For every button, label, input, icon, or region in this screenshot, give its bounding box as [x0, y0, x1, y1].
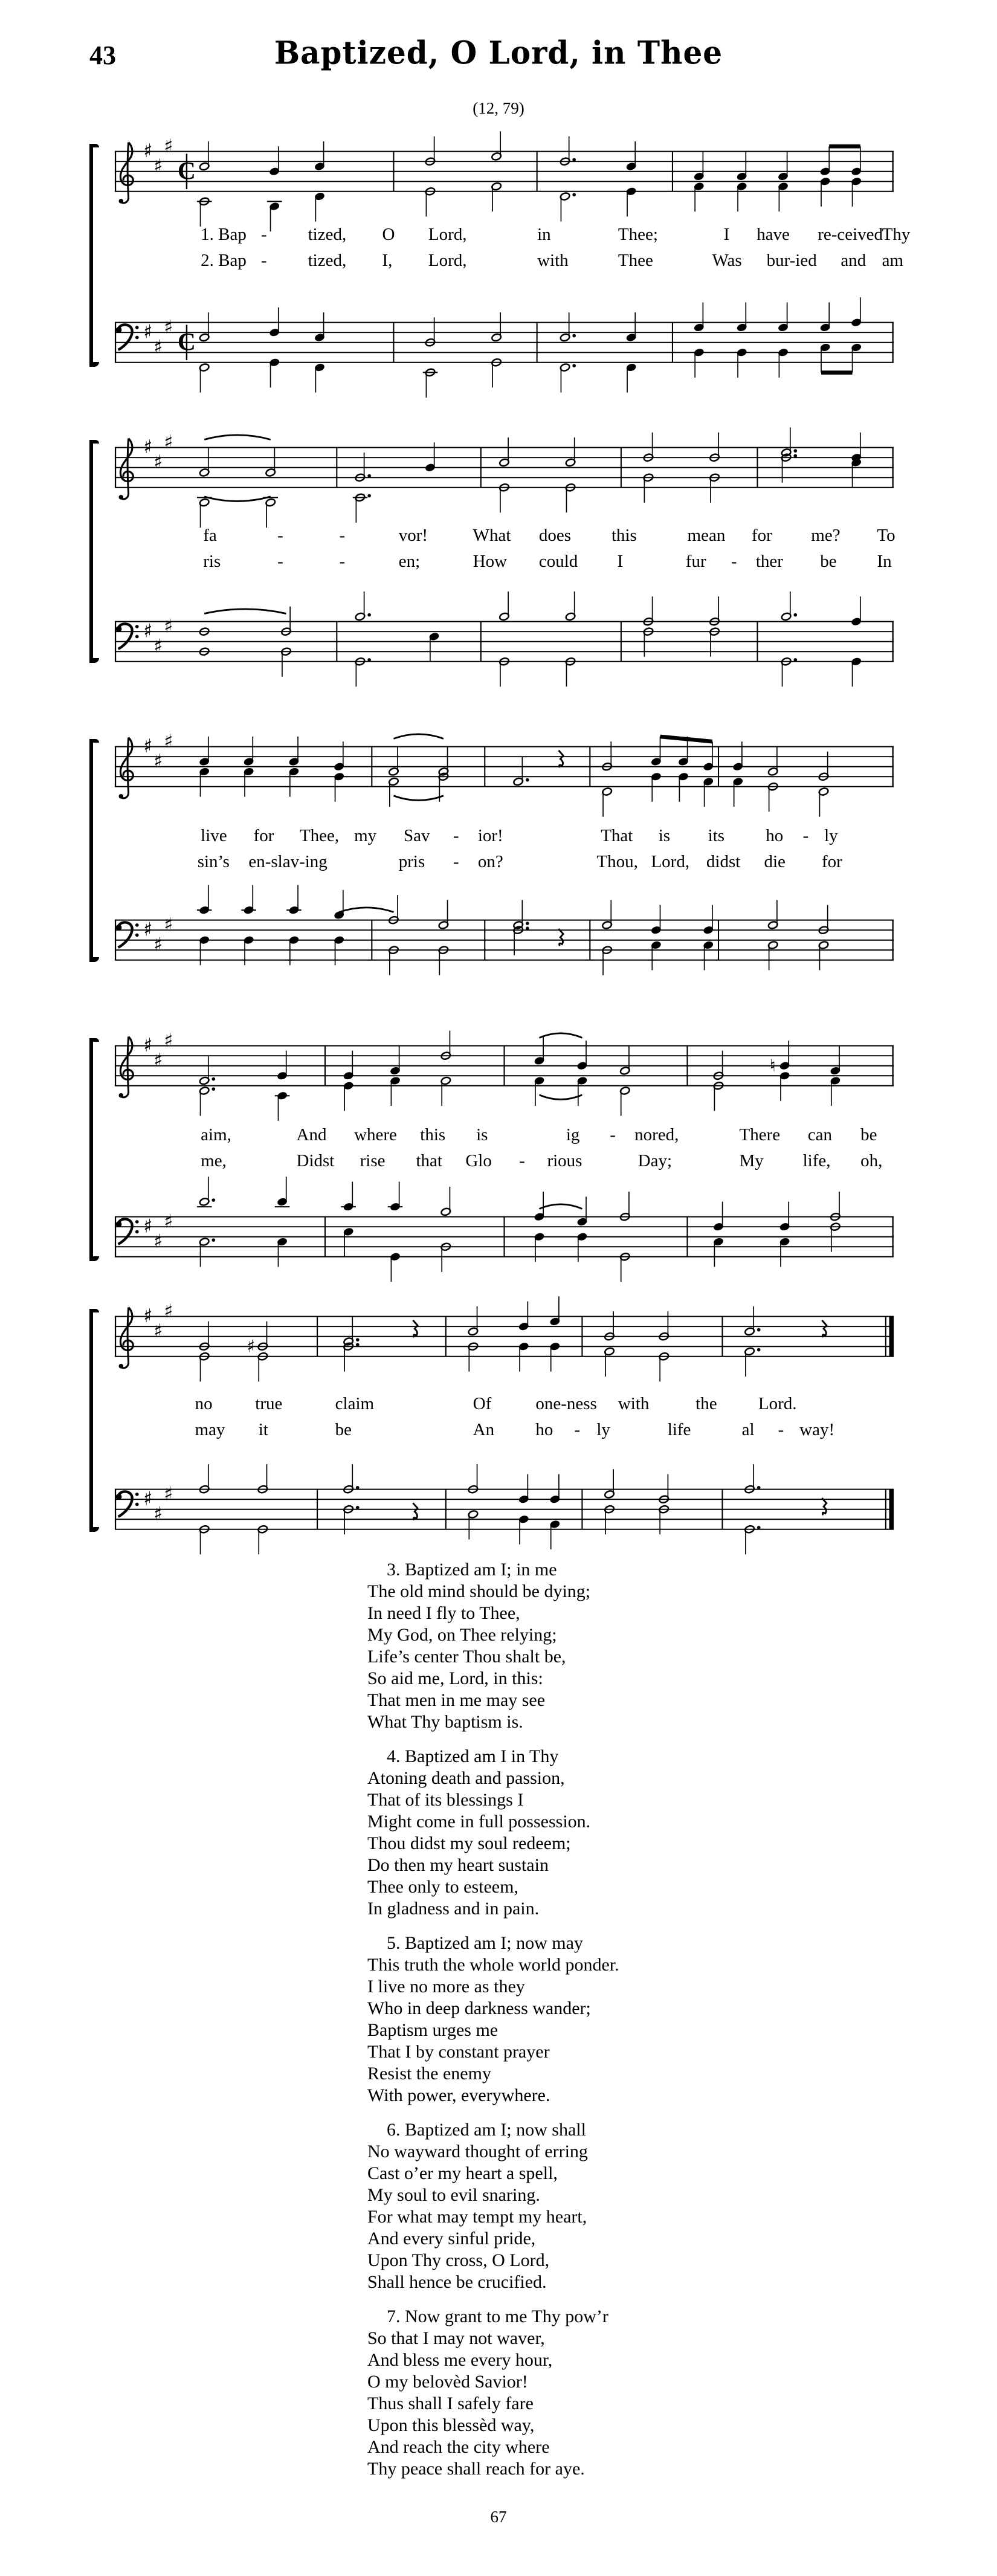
lyric-syllable: have: [757, 225, 790, 244]
lyric-syllable: me,: [201, 1151, 227, 1170]
svg-text:♯: ♯: [164, 431, 173, 453]
verse-line: This truth the whole world ponder.: [367, 1955, 619, 1975]
lyric-syllable: Thy: [882, 225, 911, 244]
lyric-syllable: ris: [203, 552, 221, 571]
lyric-syllable: ho: [535, 1420, 553, 1439]
lyric-syllable: Lord.: [758, 1394, 797, 1413]
lyrics-verse-1: [92, 1125, 950, 1149]
lyric-syllable: oh,: [860, 1151, 883, 1170]
lyric-syllable: en-slav-ing: [248, 852, 327, 871]
lyric-syllable: -: [778, 1420, 784, 1439]
lyric-syllable: O: [382, 225, 395, 244]
verse-line: Do then my heart sustain: [367, 1855, 549, 1875]
lyric-syllable: aim,: [201, 1125, 231, 1144]
lyric-syllable: -: [453, 826, 459, 845]
lyric-syllable: its: [708, 826, 725, 845]
lyric-syllable: claim: [335, 1394, 375, 1413]
verse: [367, 2306, 851, 2480]
music-system-2: [0, 413, 997, 691]
lyric-syllable: and: [841, 251, 866, 270]
verse-line: That of its blessings I: [367, 1790, 524, 1810]
svg-text:C: C: [177, 157, 196, 184]
lyric-syllable: in: [537, 225, 551, 244]
svg-text:♯: ♯: [143, 140, 153, 163]
verse-line: 7. Now grant to me Thy pow’r: [387, 2306, 608, 2326]
lyric-syllable: that: [416, 1151, 442, 1170]
svg-text:♯: ♯: [164, 914, 173, 936]
lyric-syllable: be: [820, 552, 837, 571]
lyric-syllable: What: [473, 526, 511, 545]
bass-staff: [92, 587, 917, 690]
treble-staff: [92, 712, 917, 815]
svg-text:♯: ♯: [153, 934, 163, 956]
lyrics-verse-2: [92, 552, 950, 576]
lyric-syllable: Lord,: [651, 852, 690, 871]
lyric-syllable: my: [354, 826, 377, 845]
svg-text:♯: ♯: [153, 635, 163, 657]
hymn-number: 43: [89, 40, 116, 70]
lyric-syllable: To: [877, 526, 895, 545]
lyric-syllable: is: [658, 826, 671, 845]
svg-text:♯: ♯: [164, 135, 173, 157]
svg-text:♯: ♯: [143, 1035, 153, 1057]
lyric-syllable: Day;: [637, 1151, 672, 1170]
lyric-syllable: for: [253, 826, 274, 845]
verse-line: Shall hence be crucified.: [367, 2272, 547, 2292]
lyric-syllable: re-ceived: [818, 225, 883, 244]
music-system-3: [0, 712, 997, 990]
lyric-syllable: Of: [473, 1394, 492, 1413]
lyric-syllable: may: [195, 1420, 225, 1439]
verse-line: Upon this blessèd way,: [367, 2415, 535, 2435]
lyric-syllable: en;: [398, 552, 421, 571]
lyric-syllable: pris: [398, 852, 425, 871]
lyric-syllable: 1. Bap: [201, 225, 247, 244]
verse-line: Thou didst my soul redeem;: [367, 1833, 571, 1853]
verse-line: Atoning death and passion,: [367, 1768, 565, 1788]
lyric-syllable: Thee,: [299, 826, 340, 845]
lyric-syllable: die: [764, 852, 786, 871]
lyric-syllable: this: [420, 1125, 446, 1144]
text-verses: [367, 1559, 851, 2493]
verse-line: With power, everywhere.: [367, 2085, 550, 2105]
lyric-syllable: Didst: [296, 1151, 335, 1170]
verse-line: Thee only to esteem,: [367, 1877, 518, 1897]
svg-text:♯: ♯: [143, 436, 153, 459]
tune-reference: (12, 79): [473, 99, 524, 117]
verse-line: For what may tempt my heart,: [367, 2207, 587, 2227]
svg-text:♯: ♯: [153, 451, 163, 473]
verse-line: Life’s center Thou shalt be,: [367, 1647, 566, 1667]
lyric-syllable: life: [667, 1420, 691, 1439]
verse-line: Baptism urges me: [367, 2020, 498, 2040]
music-system-5: [0, 1282, 997, 1560]
verse-line: Resist the enemy: [367, 2064, 491, 2084]
svg-text:♯: ♯: [153, 1049, 163, 1071]
bass-staff: [92, 1455, 917, 1558]
lyric-syllable: Lord,: [428, 225, 467, 244]
verse-line: My God, on Thee relying;: [367, 1625, 557, 1645]
lyric-syllable: rious: [547, 1151, 582, 1170]
svg-text:♯: ♯: [143, 321, 153, 343]
lyric-syllable: way!: [799, 1420, 835, 1439]
verse-line: And bless me every hour,: [367, 2350, 553, 2370]
lyric-syllable: -: [519, 1151, 525, 1170]
svg-text:♯: ♯: [143, 1488, 153, 1510]
lyric-syllable: could: [538, 552, 578, 571]
bass-staff: [92, 1183, 917, 1285]
verse-line: O my belovèd Savior!: [367, 2372, 528, 2392]
lyric-syllable: is: [476, 1125, 488, 1144]
lyric-syllable: live: [201, 826, 227, 845]
verse-line: Thus shall I safely fare: [367, 2394, 534, 2413]
verse-line: That men in me may see: [367, 1690, 546, 1710]
lyric-syllable: the: [695, 1394, 717, 1413]
verse-line: The old mind should be dying;: [367, 1581, 591, 1601]
verse-line: In gladness and in pain.: [367, 1899, 540, 1919]
page-number: 67: [490, 2508, 507, 2526]
lyric-syllable: vor!: [398, 526, 428, 545]
lyric-syllable: nored,: [634, 1125, 679, 1144]
svg-text:♯: ♯: [143, 918, 153, 941]
lyric-syllable: al: [741, 1420, 755, 1439]
lyric-syllable: I: [617, 552, 624, 571]
lyric-syllable: on?: [477, 852, 503, 871]
svg-text:♯: ♯: [143, 1215, 153, 1238]
verse-line: Might come in full possession.: [367, 1812, 591, 1832]
lyric-syllable: tized,: [308, 225, 347, 244]
lyric-syllable: ho: [766, 826, 784, 845]
svg-text:C: C: [177, 328, 196, 355]
lyric-syllable: ig: [566, 1125, 580, 1144]
treble-staff: [92, 1282, 917, 1385]
lyrics-verse-1: [92, 526, 950, 550]
verse-line: Upon Thy cross, O Lord,: [367, 2250, 550, 2270]
lyrics-verse-1: [92, 826, 950, 850]
lyric-syllable: rise: [360, 1151, 386, 1170]
svg-text:♯: ♯: [153, 336, 163, 358]
lyric-syllable: -: [453, 852, 459, 871]
lyric-syllable: -: [260, 251, 267, 270]
lyric-syllable: And: [296, 1125, 327, 1144]
lyric-syllable: Glo: [465, 1151, 492, 1170]
lyric-syllable: didst: [706, 852, 741, 871]
svg-text:♯: ♯: [164, 730, 173, 752]
lyric-syllable: Lord,: [428, 251, 467, 270]
svg-text:♯: ♯: [164, 316, 173, 338]
treble-staff: [92, 413, 917, 516]
svg-text:♯: ♯: [164, 1483, 173, 1505]
lyric-syllable: 2. Bap: [201, 251, 247, 270]
treble-staff: [92, 117, 917, 220]
lyric-syllable: no: [195, 1394, 213, 1413]
verse: [367, 1559, 851, 1733]
lyric-syllable: sin’s: [197, 852, 230, 871]
verse-line: 4. Baptized am I in Thy: [387, 1746, 559, 1766]
lyric-syllable: bur-ied: [766, 251, 817, 270]
lyric-syllable: -: [574, 1420, 581, 1439]
music-system-4: [0, 1012, 997, 1290]
verse-line: In need I fly to Thee,: [367, 1603, 520, 1623]
verse-line: My soul to evil snaring.: [367, 2185, 540, 2205]
lyric-syllable: There: [739, 1125, 781, 1144]
lyrics-verse-1: [92, 225, 950, 249]
svg-text:♯: ♯: [247, 1336, 255, 1357]
svg-text:♮: ♮: [769, 1056, 776, 1076]
lyric-syllable: mean: [687, 526, 726, 545]
lyric-syllable: Thee;: [618, 225, 658, 244]
lyric-syllable: That: [601, 826, 633, 845]
lyric-syllable: Sav: [403, 826, 430, 845]
svg-text:♯: ♯: [153, 155, 163, 177]
treble-staff: [92, 1012, 917, 1114]
music-system-1: [0, 117, 997, 395]
verse-line: 6. Baptized am I; now shall: [387, 2120, 586, 2140]
verse-line: Thy peace shall reach for aye.: [367, 2459, 585, 2479]
lyric-syllable: ly: [824, 826, 838, 845]
verse-line: Who in deep darkness wander;: [367, 1998, 591, 2018]
svg-text:♯: ♯: [143, 735, 153, 758]
lyric-syllable: Thou,: [596, 852, 638, 871]
lyric-syllable: life,: [802, 1151, 831, 1170]
lyric-syllable: I: [723, 225, 730, 244]
lyric-syllable: where: [354, 1125, 397, 1144]
lyric-syllable: can: [807, 1125, 833, 1144]
verse: [367, 1932, 851, 2106]
lyric-syllable: -: [339, 552, 346, 571]
lyrics-verse-2: [92, 852, 950, 876]
svg-text:♯: ♯: [153, 750, 163, 772]
lyric-syllable: one-ness: [535, 1394, 597, 1413]
lyric-syllable: true: [255, 1394, 283, 1413]
verse-line: I live no more as they: [367, 1977, 525, 1997]
lyric-syllable: fur: [685, 552, 706, 571]
lyric-syllable: am: [882, 251, 904, 270]
lyric-syllable: -: [802, 826, 809, 845]
lyric-syllable: Thee: [618, 251, 653, 270]
lyric-syllable: My: [739, 1151, 764, 1170]
lyric-syllable: How: [473, 552, 508, 571]
svg-text:♯: ♯: [153, 1230, 163, 1253]
svg-text:♯: ♯: [164, 1300, 173, 1322]
lyric-syllable: does: [538, 526, 571, 545]
svg-text:♯: ♯: [164, 1210, 173, 1233]
lyric-syllable: this: [611, 526, 637, 545]
lyric-syllable: ly: [596, 1420, 610, 1439]
verse: [367, 1746, 851, 1920]
lyric-syllable: -: [277, 552, 283, 571]
lyric-syllable: with: [537, 251, 569, 270]
svg-text:♯: ♯: [143, 1305, 153, 1328]
verse-line: That I by constant prayer: [367, 2042, 550, 2062]
lyric-syllable: ther: [755, 552, 783, 571]
lyric-syllable: Was: [712, 251, 742, 270]
lyric-syllable: me?: [811, 526, 841, 545]
lyric-syllable: -: [731, 552, 737, 571]
lyric-syllable: be: [860, 1125, 877, 1144]
lyrics-verse-1: [92, 1394, 950, 1418]
svg-text:♯: ♯: [153, 1320, 163, 1342]
lyric-syllable: for: [752, 526, 772, 545]
lyric-syllable: with: [618, 1394, 650, 1413]
verse-line: 3. Baptized am I; in me: [387, 1560, 557, 1580]
svg-text:♯: ♯: [164, 615, 173, 638]
lyric-syllable: ior!: [477, 826, 503, 845]
svg-text:♯: ♯: [164, 1029, 173, 1051]
lyrics-verse-2: [92, 1151, 950, 1175]
verse-line: No wayward thought of erring: [367, 2142, 588, 2161]
lyric-syllable: be: [335, 1420, 352, 1439]
lyric-syllable: fa: [203, 526, 217, 545]
lyric-syllable: tized,: [308, 251, 347, 270]
lyric-syllable: -: [610, 1125, 616, 1144]
bass-staff: [92, 288, 917, 391]
lyric-syllable: -: [339, 526, 346, 545]
lyric-syllable: I,: [382, 251, 393, 270]
verse-line: So that I may not waver,: [367, 2328, 545, 2348]
verse-line: What Thy baptism is.: [367, 1712, 523, 1732]
lyric-syllable: In: [877, 552, 892, 571]
verse-line: So aid me, Lord, in this:: [367, 1668, 543, 1688]
hymn-title: Baptized, O Lord, in Thee: [274, 34, 723, 72]
lyric-syllable: for: [822, 852, 842, 871]
verse-line: Cast o’er my heart a spell,: [367, 2163, 558, 2183]
lyrics-verse-2: [92, 251, 950, 275]
verse-line: And reach the city where: [367, 2437, 550, 2457]
bass-staff: [92, 886, 917, 989]
verse-line: And every sinful pride,: [367, 2229, 536, 2248]
svg-text:♯: ♯: [143, 620, 153, 642]
svg-text:♯: ♯: [153, 1503, 163, 1525]
verse-line: 5. Baptized am I; now may: [387, 1933, 583, 1953]
lyric-syllable: An: [473, 1420, 495, 1439]
lyric-syllable: it: [258, 1420, 268, 1439]
lyrics-verse-2: [92, 1420, 950, 1444]
verse: [367, 2119, 851, 2293]
lyric-syllable: -: [277, 526, 283, 545]
lyric-syllable: -: [260, 225, 267, 244]
